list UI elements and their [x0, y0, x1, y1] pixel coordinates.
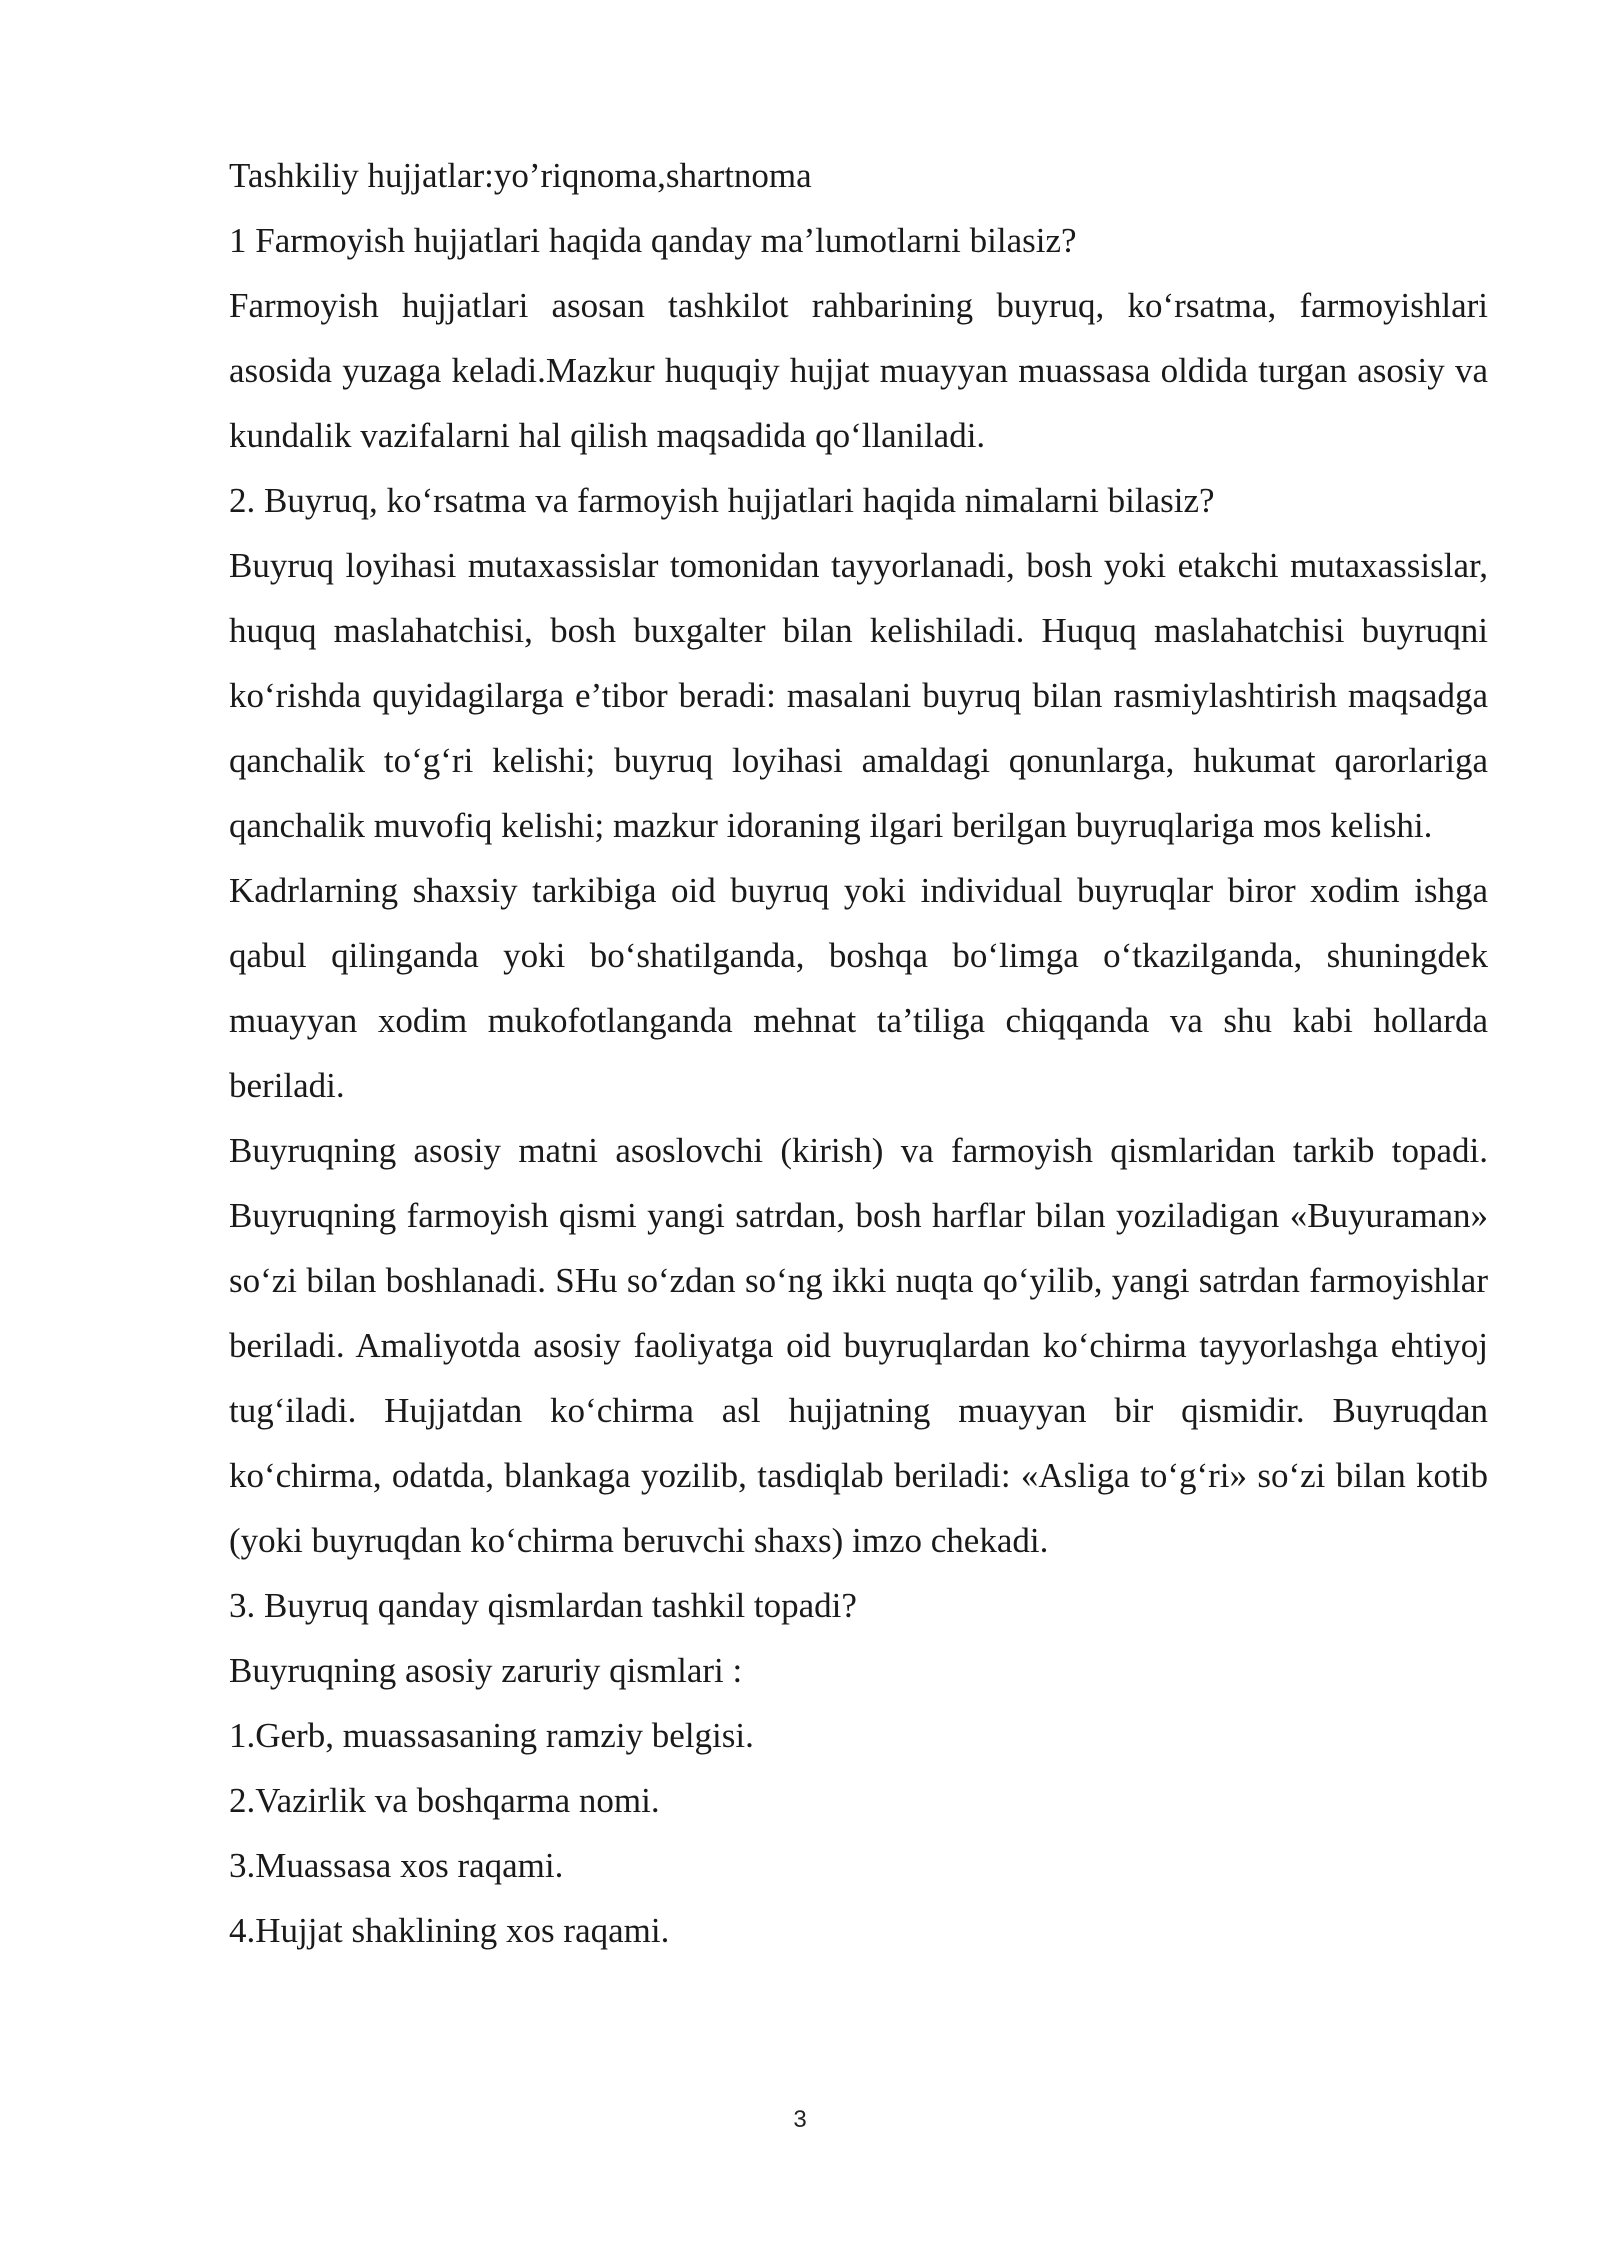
list-item: 4.Hujjat shaklining xos raqami.	[229, 1911, 670, 1950]
list-item: 3.Muassasa xos raqami.	[229, 1846, 564, 1885]
answer-3-intro: Buyruqning asosiy zaruriy qismlari :	[229, 1651, 743, 1690]
document-heading: Tashkiliy hujjatlar:yo’riqnoma,shartnoma	[229, 156, 812, 195]
answer-2-paragraph-1: Buyruq loyihasi mutaxassislar tomonidan tayyorlanadi, bosh yoki etakchi mutaxassislar, huquq maslahatchisi, bosh buxgalter bilan kelishiladi. Huquq maslahatchisi buyruqni ko‘rishda quyidagilarga e’tibor beradi: masalani buyruq bilan rasmiylashtirish maqsadga qanchalik to‘g‘ri kelishi; buyruq loyihasi amaldagi qonunlarga, hukumat qarorlariga qanchalik muvofiq kelishi; mazkur idoraning ilgari berilgan buyruqlariga mos kelishi.	[229, 546, 1488, 845]
answer-1-paragraph: Farmoyish hujjatlari asosan tashkilot rahbarining buyruq, ko‘rsatma, farmoyishlari asosida yuzaga keladi.Mazkur huquqiy hujjat muayyan muassasa oldida turgan asosiy va kundalik vazifalarni hal qilish maqsadida qo‘llaniladi.	[229, 286, 1488, 455]
page-number: 3	[793, 2106, 807, 2133]
question-2: 2. Buyruq, ko‘rsatma va farmoyish hujjatlari haqida nimalarni bilasiz?	[229, 481, 1215, 520]
document-body	[229, 143, 1488, 1963]
question-1: 1 Farmoyish hujjatlari haqida qanday ma’lumotlarni bilasiz?	[229, 221, 1077, 260]
answer-2-paragraph-3: Buyruqning asosiy matni asoslovchi (kirish) va farmoyish qismlaridan tarkib topadi. Buyruqning farmoyish qismi yangi satrdan, bosh harflar bilan yoziladigan «Buyuraman» so‘zi bilan boshlanadi. SHu so‘zdan so‘ng ikki nuqta qo‘yilib, yangi satrdan farmoyishlar beriladi. Amaliyotda asosiy faoliyatga oid buyruqlardan ko‘chirma tayyorlashga ehtiyoj tug‘iladi. Hujjatdan ko‘chirma asl hujjatning muayyan bir qismidir. Buyruqdan ko‘chirma, odatda, blankaga yozilib, tasdiqlab beriladi: «Asliga to‘g‘ri» so‘zi bilan kotib (yoki buyruqdan ko‘chirma beruvchi shaxs) imzo chekadi.	[229, 1131, 1488, 1560]
question-3: 3. Buyruq qanday qismlardan tashkil topadi?	[229, 1586, 857, 1625]
list-item: 2.Vazirlik va boshqarma nomi.	[229, 1781, 660, 1820]
list-item: 1.Gerb, muassasaning ramziy belgisi.	[229, 1716, 754, 1755]
answer-2-paragraph-2: Kadrlarning shaxsiy tarkibiga oid buyruq yoki individual buyruqlar biror xodim ishga qabul qilinganda yoki bo‘shatilganda, boshqa bo‘limga o‘tkazilganda, shuningdek muayyan xodim mukofotlanganda mehnat ta’tiliga chiqqanda va shu kabi hollarda beriladi.	[229, 871, 1488, 1105]
